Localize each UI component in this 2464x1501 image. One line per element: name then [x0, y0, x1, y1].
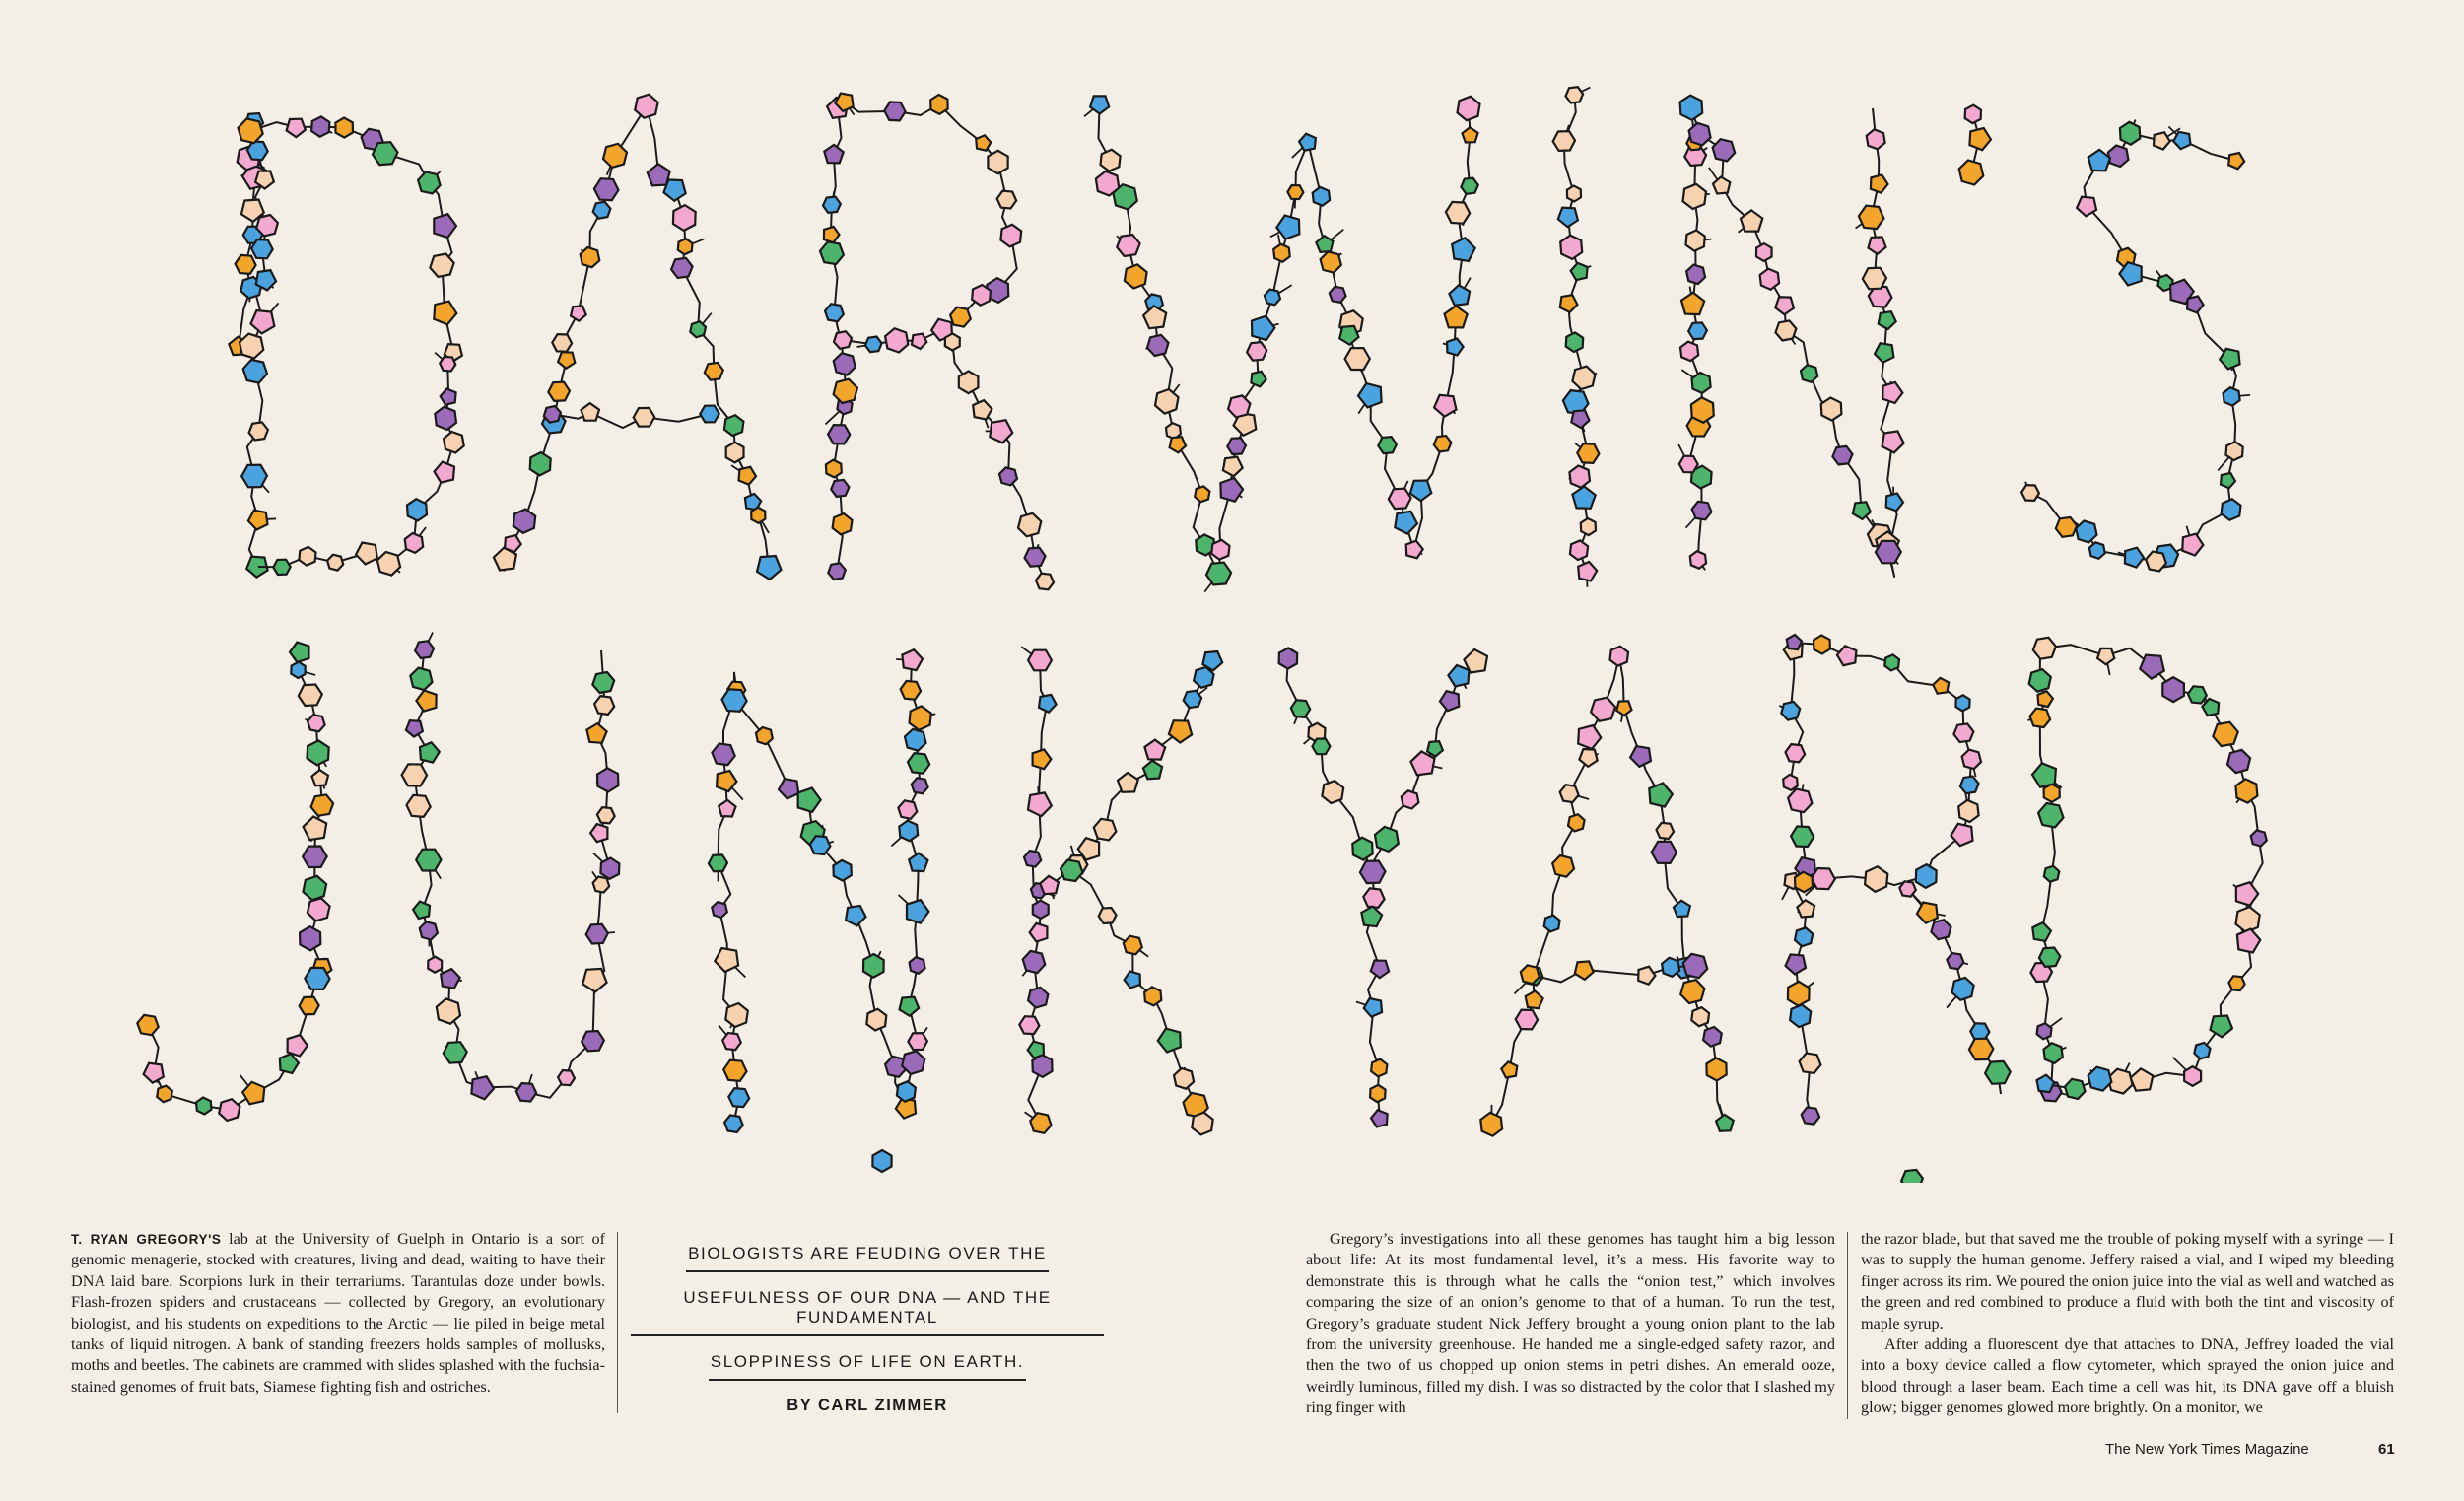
- deck-line-3: SLOPPINESS OF LIFE ON EARTH.: [709, 1352, 1026, 1381]
- column3-paragraph: Gregory’s investigations into all these genomes has taught him a big lesson about life: At its most fundamental level, it’s a mess. His favorite way to demonstrate this is through what he calls the “onion test,” which involves comparing the size of an onion’s genome to that of a human. To run the test, Gregory’s graduate student Nick Jeffery brought a young onion plant to the lab from the university greenhouse. He handed me a single-edged safety razor, and then the two of us chopped up onion stems in petri dishes. An emerald ooze, weirdly luminous, filled my dish. I was so distracted by the color that I slashed my ring finger with: [1306, 1230, 1835, 1417]
- molecule-letter-r2: [1779, 635, 2010, 1125]
- body-column-3: [1306, 1229, 1835, 1419]
- footer-magazine-name: The New York Times Magazine: [2105, 1441, 2309, 1458]
- deck: [631, 1244, 1104, 1397]
- body-column-4: [1861, 1229, 2394, 1419]
- column4-paragraph-2: After adding a fluorescent dye that attaches to DNA, Jeffrey loaded the vial into a boxy device called a flow cytometer, which sprayed the onion juice and blood through a laser beam. Each time a cell was hit, its DNA gave off a bluish glow; bigger genomes glowed more brightly. On a monitor, we: [1861, 1335, 2394, 1417]
- molecule-letter-d2: [2027, 638, 2266, 1102]
- intro-lead-name: T. RYAN GREGORY'S: [71, 1232, 222, 1247]
- deck-line-1: BIOLOGISTS ARE FEUDING OVER THE: [686, 1244, 1049, 1272]
- molecule-letter-j2: [137, 643, 333, 1121]
- molecule-letter-a1: [494, 95, 782, 580]
- column-divider: [617, 1232, 618, 1413]
- molecule-letter-k2: [1019, 647, 1222, 1134]
- molecule-letter-u2: [402, 633, 620, 1102]
- molecule-letter-s1: [2021, 119, 2250, 571]
- deck-line-2: USEFULNESS OF OUR DNA — AND THE FUNDAMENTAL: [631, 1288, 1104, 1336]
- intro-text: lab at the University of Guelph in Ontario is a sort of genomic menagerie, stocked with creatures, living and dead, waiting to have their DNA laid bare. Scorpions lurk in their terrariums. Tarantulas doze under bowls. Flash-frozen spiders and crustaceans — collected by Gregory, an evolutionary biologist, and his students on expeditions to the Arctic — lie piled in beige metal tanks of liquid nitrogen. A bank of standing freezers holds samples of mollusks, moths and beetles. The cabinets are crammed with slides splashed with the fuchsia-stained genomes of fruit bats, Siamese fighting fish and ostriches.: [71, 1230, 606, 1396]
- stray-molecule: [1901, 1170, 1923, 1183]
- molecule-letter-a2: [1480, 647, 1733, 1136]
- intro-column: [71, 1229, 605, 1398]
- column-divider: [1847, 1232, 1848, 1419]
- molecule-letter-n2: [709, 649, 935, 1132]
- molecule-letter-w1: [1084, 96, 1479, 591]
- molecule-letter-ap: [1959, 105, 1991, 185]
- molecule-letter-n1: [1678, 96, 1903, 578]
- molecule-letter-y2: [1279, 648, 1487, 1126]
- stray-molecule: [872, 1150, 891, 1172]
- footer-page-number: 61: [2378, 1441, 2395, 1458]
- molecule-letter-i1: [1553, 87, 1600, 587]
- byline: BY CARL ZIMMER: [787, 1397, 948, 1414]
- column4-paragraph-1: the razor blade, but that saved me the trouble of poking myself with a syringe — I was to supply the human genome. Jeffery raised a vial, and I wiped my bleeding finger across its rim. We poured the onion juice into the vial as well and watched as the green and red combined to produce a fluid with both the tint and viscosity of maple syrup.: [1861, 1230, 2394, 1332]
- molecule-letter-d1: [229, 113, 463, 578]
- molecule-letter-r1: [820, 94, 1054, 590]
